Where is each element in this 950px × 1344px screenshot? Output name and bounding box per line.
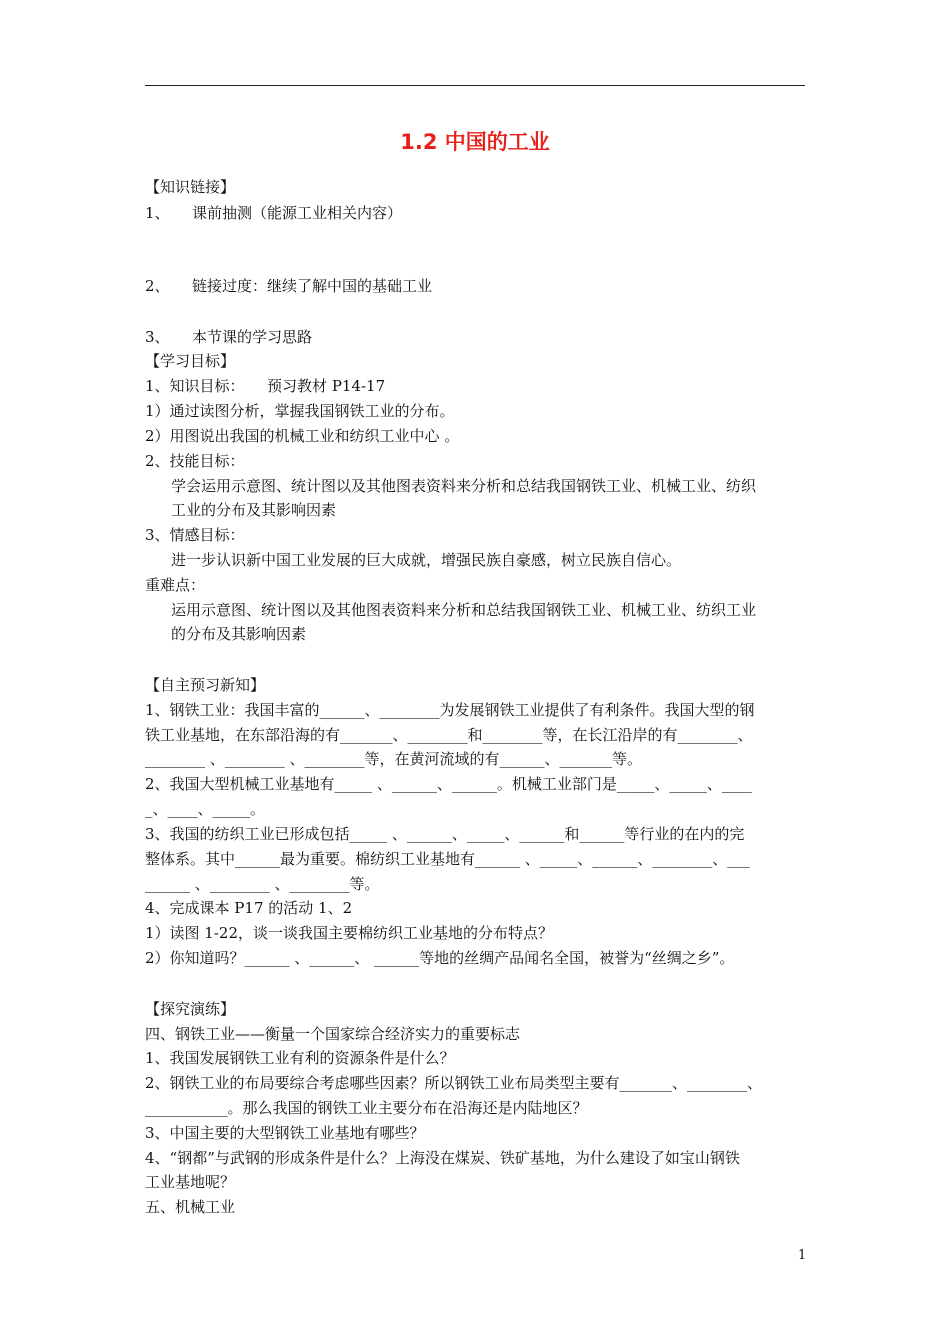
text-line: 1）通过读图分析，掌握我国钢铁工业的分布。 — [145, 402, 455, 420]
text-line: 4、完成课本 P17 的活动 1、2 — [145, 899, 353, 917]
text-line: 1、知识目标： 预习教材 P14-17 — [145, 377, 386, 395]
text-line: 1、 课前抽测（能源工业相关内容） — [145, 204, 403, 222]
text-line: 重难点： — [145, 576, 206, 594]
text-line: 的分布及其影响因素 — [171, 625, 307, 643]
page-title: 1.2 中国的工业 — [400, 130, 550, 154]
text-line: 3、情感目标： — [145, 526, 245, 544]
text-line: 3、 本节课的学习思路 — [145, 328, 313, 346]
text-line: 进一步认识新中国工业发展的巨大成就，增强民族自豪感，树立民族自信心。 — [171, 551, 682, 569]
text-line: 2、钢铁工业的布局要综合考虑哪些因素？所以钢铁工业布局类型主要有_______、________、 — [145, 1074, 763, 1092]
text-line: 2）用图说出我国的机械工业和纺织工业中心 。 — [145, 427, 460, 445]
text-line: 铁工业基地，在东部沿海的有_______、________和________等，在长江沿岸的有________、 — [145, 726, 753, 744]
header-rule — [145, 85, 805, 86]
text-line: ________ 、________ 、________等，在黄河流域的有______、_______等。 — [145, 750, 643, 768]
section-heading-knowledge-link: 【知识链接】 — [145, 178, 236, 196]
text-line: 3、我国的纺织工业已形成包括_____ 、______、_____、______和______等行业的在内的完 — [145, 825, 745, 843]
text-line: 四、钢铁工业——衡量一个国家综合经济实力的重要标志 — [145, 1025, 521, 1043]
text-line: ______ 、________ 、________等。 — [145, 875, 380, 893]
page-number: 1 — [798, 1248, 807, 1263]
section-heading-learning-goals: 【学习目标】 — [145, 352, 236, 370]
text-line: 1、我国发展钢铁工业有利的资源条件是什么？ — [145, 1049, 455, 1067]
text-line: 1）读图 1-22，谈一谈我国主要棉纺织工业基地的分布特点？ — [145, 924, 554, 942]
text-line: 运用示意图、统计图以及其他图表资料来分析和总结我国钢铁工业、机械工业、纺织工业 — [171, 601, 757, 619]
text-line: 2、我国大型机械工业基地有_____ 、______、______。机械工业部门是_____、_____、____ — [145, 775, 752, 793]
text-line: 4、“钢都”与武钢的形成条件是什么？上海没在煤炭、铁矿基地，为什么建设了如宝山钢铁 — [145, 1149, 740, 1167]
text-line: 2）你知道吗？______ 、______、 ______等地的丝绸产品闻名全国，被誉为“丝绸之乡”。 — [145, 949, 735, 967]
text-line: ___________。那么我国的钢铁工业主要分布在沿海还是内陆地区？ — [145, 1099, 588, 1117]
text-line: 工业基地呢？ — [145, 1173, 236, 1191]
text-line: 五、机械工业 — [145, 1198, 236, 1216]
text-line: 工业的分布及其影响因素 — [171, 501, 337, 519]
text-line: 2、 链接过度：继续了解中国的基础工业 — [145, 277, 433, 295]
text-line: 学会运用示意图、统计图以及其他图表资料来分析和总结我国钢铁工业、机械工业、纺织 — [171, 477, 757, 495]
text-line: 整体系。其中______最为重要。棉纺织工业基地有______ 、_____、______、________、___ — [145, 850, 750, 868]
text-line: 2、技能目标： — [145, 452, 245, 470]
text-line: 3、中国主要的大型钢铁工业基地有哪些？ — [145, 1124, 425, 1142]
text-line: 1、钢铁工业：我国丰富的______、________为发展钢铁工业提供了有利条件。我国大型的钢 — [145, 701, 755, 719]
section-heading-self-study: 【自主预习新知】 — [145, 676, 266, 694]
section-heading-exploration: 【探究演练】 — [145, 1000, 236, 1018]
text-line: _、____、_____。 — [145, 800, 266, 818]
